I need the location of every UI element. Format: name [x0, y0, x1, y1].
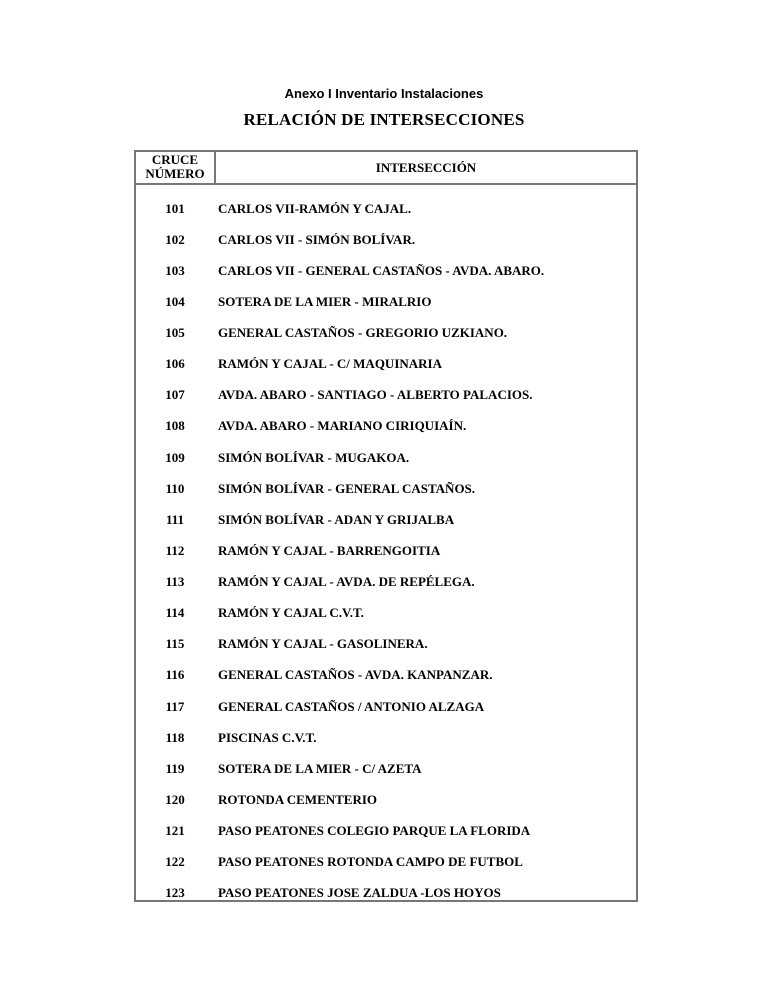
intersection-name: SIMÓN BOLÍVAR - ADAN Y GRIJALBA — [218, 511, 455, 527]
intersection-name: GENERAL CASTAÑOS - AVDA. KANPANZAR. — [218, 667, 493, 683]
intersection-name: SIMÓN BOLÍVAR - MUGAKOA. — [218, 449, 410, 465]
cruce-number: 102 — [165, 231, 185, 247]
cruce-number: 121 — [165, 823, 185, 839]
cruce-number: 109 — [165, 449, 185, 465]
table-row — [136, 629, 636, 660]
cruce-number: 105 — [165, 325, 185, 341]
table-row — [136, 504, 636, 535]
annex-heading: Anexo I Inventario Instalaciones — [284, 86, 484, 101]
cruce-number: 122 — [165, 854, 185, 870]
intersection-name: RAMÓN Y CAJAL - C/ MAQUINARIA — [218, 356, 442, 372]
column-header-line: NÚMERO — [145, 166, 205, 181]
cruce-number: 117 — [165, 698, 185, 714]
table-row — [136, 567, 636, 598]
intersection-name: RAMÓN Y CAJAL C.V.T. — [218, 605, 364, 621]
column-header-interseccion: INTERSECCIÓN — [375, 160, 477, 175]
table-row — [136, 411, 636, 442]
intersection-name: PASO PEATONES ROTONDA CAMPO DE FUTBOL — [218, 854, 523, 870]
intersection-name: CARLOS VII - SIMÓN BOLÍVAR. — [218, 231, 416, 247]
intersection-name: GENERAL CASTAÑOS - GREGORIO UZKIANO. — [218, 325, 508, 341]
cruce-number: 114 — [165, 605, 185, 621]
intersections-table — [134, 150, 638, 902]
cruce-number: 106 — [165, 356, 185, 372]
intersection-name: CARLOS VII - GENERAL CASTAÑOS - AVDA. ABARO. — [218, 262, 545, 278]
cruce-number: 101 — [165, 200, 185, 216]
intersection-name: PISCINAS C.V.T. — [218, 729, 317, 745]
table-row — [136, 660, 636, 691]
cruce-number: 110 — [165, 480, 185, 496]
table-row — [136, 722, 636, 753]
cruce-number: 103 — [165, 262, 185, 278]
intersection-name: GENERAL CASTAÑOS / ANTONIO ALZAGA — [218, 698, 485, 714]
table-header — [136, 152, 636, 185]
table-row — [136, 598, 636, 629]
cruce-number: 123 — [165, 885, 185, 901]
intersection-name: SOTERA DE LA MIER - C/ AZETA — [218, 760, 422, 776]
table-row — [136, 224, 636, 255]
table-body — [136, 185, 636, 909]
table-row — [136, 255, 636, 286]
cruce-number: 118 — [165, 729, 185, 745]
intersection-name: SIMÓN BOLÍVAR - GENERAL CASTAÑOS. — [218, 480, 476, 496]
table-row — [136, 753, 636, 784]
table-row — [136, 286, 636, 317]
intersection-name: RAMÓN Y CAJAL - BARRENGOITIA — [218, 542, 441, 558]
table-row — [136, 784, 636, 815]
cruce-number: 112 — [165, 542, 185, 558]
table-row — [136, 691, 636, 722]
column-header-cruce-numero — [136, 152, 216, 183]
intersection-name: RAMÓN Y CAJAL - GASOLINERA. — [218, 636, 428, 652]
intersection-name: CARLOS VII-RAMÓN Y CAJAL. — [218, 200, 412, 216]
table-row — [136, 380, 636, 411]
table-row — [136, 318, 636, 349]
cruce-number: 111 — [165, 511, 185, 527]
intersection-name: RAMÓN Y CAJAL - AVDA. DE REPÉLEGA. — [218, 574, 475, 590]
table-row — [136, 442, 636, 473]
intersection-name: AVDA. ABARO - MARIANO CIRIQUIAÍN. — [218, 418, 467, 434]
intersection-name: ROTONDA CEMENTERIO — [218, 791, 378, 807]
table-row — [136, 878, 636, 909]
cruce-number: 108 — [165, 418, 185, 434]
table-row — [136, 193, 636, 224]
table-row — [136, 473, 636, 504]
table-row — [136, 349, 636, 380]
page-title: RELACIÓN DE INTERSECCIONES — [243, 110, 525, 129]
intersection-name: AVDA. ABARO - SANTIAGO - ALBERTO PALACIOS. — [218, 387, 533, 403]
cruce-number: 115 — [165, 636, 185, 652]
cruce-number: 116 — [165, 667, 185, 683]
intersection-name: PASO PEATONES JOSE ZALDUA -LOS HOYOS — [218, 885, 501, 901]
cruce-number: 104 — [165, 293, 185, 309]
table-row — [136, 847, 636, 878]
column-header-line: CRUCE — [151, 152, 199, 167]
table-row — [136, 816, 636, 847]
cruce-number: 113 — [165, 574, 185, 590]
intersection-name: SOTERA DE LA MIER - MIRALRIO — [218, 293, 432, 309]
table-row — [136, 535, 636, 566]
cruce-number: 119 — [165, 760, 185, 776]
intersection-name: PASO PEATONES COLEGIO PARQUE LA FLORIDA — [218, 823, 531, 839]
cruce-number: 107 — [165, 387, 185, 403]
cruce-number: 120 — [165, 791, 185, 807]
